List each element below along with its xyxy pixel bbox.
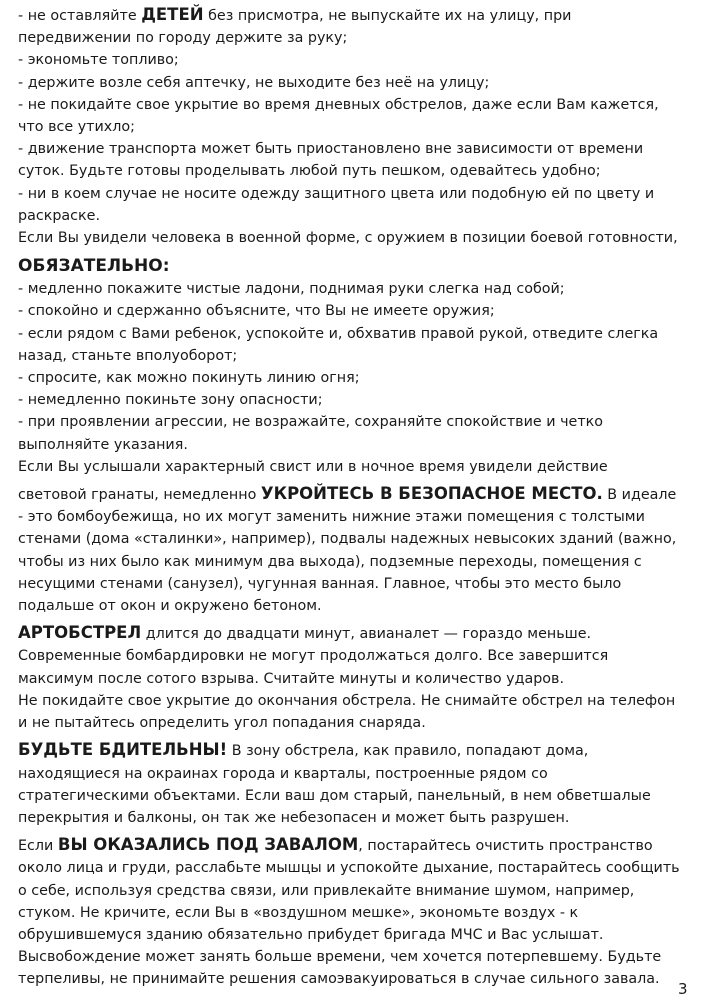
text-segment: - немедленно покиньте зону опасности; xyxy=(18,392,323,409)
text-line xyxy=(18,595,698,617)
text-line xyxy=(18,857,698,879)
text-segment: перекрытия и балконы, он так же небезопасен и может быть разрушен. xyxy=(18,809,570,826)
paragraph xyxy=(18,483,698,617)
paragraph xyxy=(18,622,698,734)
text-segment: Высвобождение может занять больше времени, чем хочется потерпевшему. Будьте xyxy=(18,949,662,966)
text-segment: Современные бомбардировки не могут продолжаться долго. Все завершится xyxy=(18,648,609,665)
text-segment: и не пытайтесь определить угол попадания снаряда. xyxy=(18,715,426,732)
text-line xyxy=(18,138,698,160)
text-segment: - экономьте топливо; xyxy=(18,52,179,69)
text-segment: назад, станьте вполуоборот; xyxy=(18,347,238,364)
text-line xyxy=(18,739,698,762)
text-segment: без присмотра, не выпускайте их на улицу, при xyxy=(203,8,572,24)
text-line xyxy=(18,834,698,857)
text-segment: - это бомбоубежища, но их могут заменить нижние этажи помещения с толстыми xyxy=(18,509,645,526)
page-number: 3 xyxy=(678,980,688,998)
text-line xyxy=(18,205,698,227)
text-segment: - не оставляйте xyxy=(18,8,142,24)
text-segment: стратегическими объектами. Если ваш дом старый, панельный, в нем обветшалые xyxy=(18,787,651,804)
text-line xyxy=(18,116,698,138)
text-line xyxy=(18,785,698,807)
text-segment: терпеливы, не принимайте решения самоэвакуироваться в случае сильного завала. xyxy=(18,971,660,988)
text-line xyxy=(18,323,698,345)
text-line xyxy=(18,278,698,300)
text-line xyxy=(18,434,698,456)
paragraph xyxy=(18,739,698,829)
emphasis-text: ДЕТЕЙ xyxy=(141,5,204,24)
text-line xyxy=(18,763,698,785)
text-segment: Если xyxy=(18,838,58,855)
text-segment: Если Вы увидели человека в военной форме, с оружием в позиции боевой готовности, xyxy=(18,230,678,247)
text-line xyxy=(18,456,698,478)
text-segment: - держите возле себя аптечку, не выходите без неё на улицу; xyxy=(18,74,490,91)
text-line xyxy=(18,389,698,411)
text-segment: выполняйте указания. xyxy=(18,436,188,453)
text-segment: обрушившемуся зданию обязательно прибудет бригада МЧС и Вас услышат. xyxy=(18,926,604,943)
emphasis-text: ВЫ ОКАЗАЛИСЬ ПОД ЗАВАЛОМ xyxy=(57,835,359,855)
text-line xyxy=(18,367,698,389)
text-line xyxy=(18,49,698,71)
text-segment: подальше от окон и окружено бетоном. xyxy=(18,598,322,615)
text-line xyxy=(18,345,698,367)
paragraph xyxy=(18,254,698,478)
text-segment: - медленно покажите чистые ладони, поднимая руки слегка над собой; xyxy=(18,281,565,298)
text-segment: В зону обстрела, как правило, попадают дома, xyxy=(227,743,589,760)
text-segment: Не покидайте свое укрытие до окончания обстрела. Не снимайте обстрел на телефон xyxy=(18,692,676,709)
text-line xyxy=(18,880,698,902)
text-line xyxy=(18,183,698,205)
text-line xyxy=(18,645,698,667)
text-segment: - если рядом с Вами ребенок, успокойте и, обхватив правой рукой, отведите слегка xyxy=(18,325,659,342)
text-segment: около лица и груди, расслабьте мышцы и успокойте дыхание, постарайтесь сообщить xyxy=(18,860,680,877)
text-segment: , постарайтесь очистить пространство xyxy=(358,838,653,855)
text-line xyxy=(18,300,698,322)
text-line xyxy=(18,483,698,506)
text-line xyxy=(18,411,698,433)
text-line xyxy=(18,690,698,712)
text-segment: Если Вы услышали характерный свист или в ночное время увидели действие xyxy=(18,458,608,475)
text-line xyxy=(18,902,698,924)
emphasis-text: БУДЬТЕ БДИТЕЛЬНЫ! xyxy=(18,740,228,760)
text-segment: - ни в коем случае не носите одежду защитного цвета или подобную ей по цвету и xyxy=(18,185,655,202)
text-segment: суток. Будьте готовы проделывать любой путь пешком, одевайтесь удобно; xyxy=(18,163,601,180)
text-segment: стенами (дома «сталинки», например), подвалы надежных невысоких зданий (важно, xyxy=(18,531,677,548)
paragraph xyxy=(18,4,698,249)
text-line xyxy=(18,94,698,116)
emphasis-text: АРТОБСТРЕЛ xyxy=(18,623,142,643)
text-segment: несущими стенами (санузел), чугунная ванная. Главное, чтобы это место было xyxy=(18,575,622,592)
text-segment: - движение транспорта может быть приостановлено вне зависимости от времени xyxy=(18,141,644,158)
text-segment: раскраске. xyxy=(18,207,101,224)
text-segment: стуком. Не кричите, если Вы в «воздушном мешке», экономьте воздух - к xyxy=(18,904,579,921)
text-segment: чтобы из них было как минимум два выхода), подземные переходы, помещения с xyxy=(18,553,642,570)
text-segment: световой гранаты, немедленно xyxy=(18,487,261,504)
text-line xyxy=(18,924,698,946)
text-line xyxy=(18,946,698,968)
text-line xyxy=(18,528,698,550)
text-line xyxy=(18,712,698,734)
text-line xyxy=(18,551,698,573)
text-line xyxy=(18,968,698,990)
text-line xyxy=(18,506,698,528)
text-segment: о себе, используя средства связи, или привлекайте внимание шумом, например, xyxy=(18,882,635,899)
text-line xyxy=(18,668,698,690)
text-line xyxy=(18,4,698,27)
text-segment: - при проявлении агрессии, не возражайте, сохраняйте спокойствие и четко xyxy=(18,414,604,431)
text-line xyxy=(18,227,698,249)
text-line xyxy=(18,622,698,645)
text-segment: - спросите, как можно покинуть линию огня; xyxy=(18,370,360,387)
text-line xyxy=(18,72,698,94)
text-line xyxy=(18,573,698,595)
text-segment: длится до двадцати минут, авианалет — гораздо меньше. xyxy=(141,626,592,643)
text-line xyxy=(18,27,698,49)
document-body xyxy=(18,4,698,991)
emphasis-text: УКРОЙТЕСЬ В БЕЗОПАСНОЕ МЕСТО. xyxy=(260,484,603,504)
text-segment: максимум после сотого взрыва. Считайте минуты и количество ударов. xyxy=(18,670,565,687)
text-segment: - не покидайте свое укрытие во время дневных обстрелов, даже если Вам кажется, xyxy=(18,96,659,113)
text-segment: передвижении по городу держите за руку; xyxy=(18,30,348,47)
text-line xyxy=(18,160,698,182)
section-heading: ОБЯЗАТЕЛЬНО: xyxy=(18,256,170,277)
text-line xyxy=(18,807,698,829)
text-segment: что все утихло; xyxy=(18,119,135,136)
paragraph xyxy=(18,834,698,990)
text-segment: - спокойно и сдержанно объясните, что Вы не имеете оружия; xyxy=(18,303,495,320)
text-segment: находящиеся на окраинах города и кварталы, построенные рядом со xyxy=(18,765,548,782)
text-segment: В идеале xyxy=(602,487,677,504)
